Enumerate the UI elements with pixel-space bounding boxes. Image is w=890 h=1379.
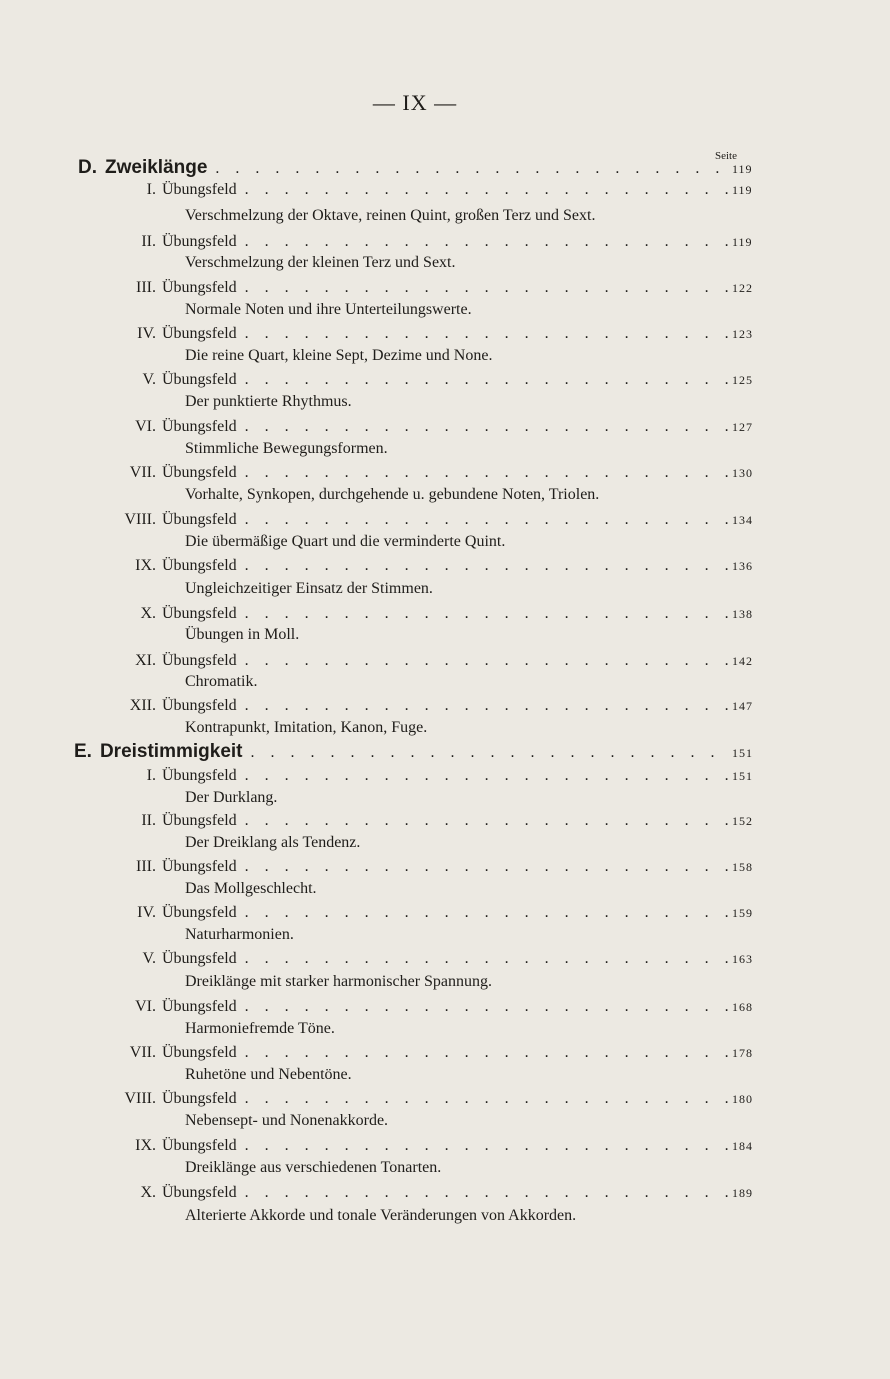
page-ref: 127: [732, 420, 753, 434]
leader-dots: [237, 557, 728, 575]
toc-entry: [100, 279, 762, 297]
entry-description: Kontrapunkt, Imitation, Kanon, Fuge.: [185, 719, 428, 736]
entry-number: VII.: [129, 464, 156, 481]
entry-number: VIII.: [124, 511, 156, 528]
entry-description: Der Dreiklang als Tendenz.: [185, 834, 361, 851]
entry-number: IV.: [137, 325, 156, 342]
leader-dots: [237, 605, 728, 623]
entry-label: Übungsfeld: [162, 1090, 237, 1107]
toc-entry: [100, 233, 762, 251]
page-ref: 136: [732, 559, 753, 573]
entry-description: Die übermäßige Quart und die verminderte Quint.: [185, 533, 506, 550]
entry-number: VI.: [135, 418, 156, 435]
page-ref: 125: [732, 373, 753, 387]
section-letter: D.: [78, 157, 97, 178]
page-ref: 163: [732, 952, 753, 966]
entry-label: Übungsfeld: [162, 812, 237, 829]
entry-number: III.: [136, 858, 156, 875]
page-ref: 122: [732, 281, 753, 295]
toc-entry: [100, 371, 762, 389]
entry-description: Verschmelzung der Oktave, reinen Quint, großen Terz und Sext.: [185, 207, 596, 224]
leader-dots: [237, 1184, 728, 1202]
toc-entry: [100, 1137, 762, 1155]
entry-number: V.: [142, 950, 156, 967]
page-ref: 184: [732, 1139, 753, 1153]
entry-label: Übungsfeld: [162, 697, 237, 714]
page-ref: 158: [732, 860, 753, 874]
page-number: — IX —: [372, 90, 458, 115]
entry-description: Naturharmonien.: [185, 926, 294, 943]
leader-dots: [237, 325, 728, 343]
page-ref: 134: [732, 513, 753, 527]
entry-label: Übungsfeld: [162, 279, 237, 296]
page-ref: 151: [732, 746, 753, 760]
entry-number: I.: [146, 181, 156, 198]
toc-entry: [100, 904, 762, 922]
leader-dots: [237, 1137, 728, 1155]
leader-dots: [237, 767, 728, 785]
toc-entry: [100, 652, 762, 670]
entry-number: X.: [140, 605, 156, 622]
entry-label: Übungsfeld: [162, 904, 237, 921]
entry-number: VIII.: [124, 1090, 156, 1107]
page-ref: 138: [732, 607, 753, 621]
toc-entry: [100, 511, 762, 529]
page-ref: 123: [732, 327, 753, 341]
entry-description: Ruhetöne und Nebentöne.: [185, 1066, 352, 1083]
entry-description: Vorhalte, Synkopen, durchgehende u. gebundene Noten, Triolen.: [185, 486, 600, 503]
entry-label: Übungsfeld: [162, 418, 237, 435]
toc-entry: [100, 950, 762, 968]
page-ref: 180: [732, 1092, 753, 1106]
page-ref: 159: [732, 906, 753, 920]
section-d-heading: [78, 157, 762, 179]
section-letter: E.: [74, 741, 92, 762]
leader-dots: [237, 1044, 728, 1062]
entry-number: I.: [146, 767, 156, 784]
toc-entry: [100, 1090, 762, 1108]
entry-label: Übungsfeld: [162, 464, 237, 481]
leader-dots: [237, 858, 728, 876]
entry-label: Übungsfeld: [162, 233, 237, 250]
entry-description: Der Durklang.: [185, 789, 278, 806]
leader-dots: [237, 812, 728, 830]
entry-description: Stimmliche Bewegungsformen.: [185, 440, 388, 457]
entry-number: X.: [140, 1184, 156, 1201]
toc-entry: [100, 767, 762, 785]
page-ref: 119: [732, 183, 753, 197]
entry-number: XI.: [135, 652, 156, 669]
page-ref: 151: [732, 769, 753, 783]
entry-description: Nebensept- und Nonenakkorde.: [185, 1112, 389, 1129]
page-ref: 147: [732, 699, 753, 713]
entry-label: Übungsfeld: [162, 998, 237, 1015]
page-ref: 130: [732, 466, 753, 480]
entry-label: Übungsfeld: [162, 181, 237, 198]
page-ref: 168: [732, 1000, 753, 1014]
leader-dots: [237, 279, 728, 297]
entry-label: Übungsfeld: [162, 325, 237, 342]
toc-entry: [100, 998, 762, 1016]
entry-description: Dreiklänge aus verschiedenen Tonarten.: [185, 1159, 442, 1176]
entry-description: Übungen in Moll.: [185, 626, 300, 643]
entry-label: Übungsfeld: [162, 767, 237, 784]
toc-entry: [100, 1044, 762, 1062]
entry-label: Übungsfeld: [162, 511, 237, 528]
entry-number: VI.: [135, 998, 156, 1015]
leader-dots: [237, 1090, 728, 1108]
leader-dots: [237, 950, 728, 968]
entry-number: V.: [142, 371, 156, 388]
entry-label: Übungsfeld: [162, 371, 237, 388]
page-ref: 142: [732, 654, 753, 668]
entry-label: Übungsfeld: [162, 652, 237, 669]
entry-label: Übungsfeld: [162, 858, 237, 875]
entry-label: Übungsfeld: [162, 1137, 237, 1154]
entry-number: II.: [141, 233, 156, 250]
entry-description: Harmoniefremde Töne.: [185, 1020, 335, 1037]
leader-dots: [237, 371, 728, 389]
page-ref: 178: [732, 1046, 753, 1060]
toc-entry: [100, 181, 762, 199]
page-ref: 152: [732, 814, 753, 828]
entry-description: Das Mollgeschlecht.: [185, 880, 317, 897]
page-ref: 119: [732, 162, 753, 176]
leader-dots: [243, 744, 729, 762]
toc-entry: [100, 858, 762, 876]
toc-entry: [100, 325, 762, 343]
entry-description: Verschmelzung der kleinen Terz und Sext.: [185, 254, 456, 271]
entry-number: IX.: [135, 1137, 156, 1154]
leader-dots: [237, 697, 728, 715]
leader-dots: [207, 160, 728, 178]
toc-entry: [100, 1184, 762, 1202]
entry-number: III.: [136, 279, 156, 296]
entry-number: IV.: [137, 904, 156, 921]
entry-label: Übungsfeld: [162, 1044, 237, 1061]
toc-entry: [100, 418, 762, 436]
leader-dots: [237, 511, 728, 529]
leader-dots: [237, 181, 728, 199]
entry-label: Übungsfeld: [162, 950, 237, 967]
entry-label: Übungsfeld: [162, 605, 237, 622]
entry-description: Chromatik.: [185, 673, 258, 690]
entry-description: Normale Noten und ihre Unterteilungswerte.: [185, 301, 472, 318]
page-ref: 189: [732, 1186, 753, 1200]
page-ref: 119: [732, 235, 753, 249]
leader-dots: [237, 418, 728, 436]
toc-entry: [100, 464, 762, 482]
entry-label: Übungsfeld: [162, 1184, 237, 1201]
entry-description: Die reine Quart, kleine Sept, Dezime und None.: [185, 347, 493, 364]
leader-dots: [237, 904, 728, 922]
entry-number: VII.: [129, 1044, 156, 1061]
toc-entry: [100, 557, 762, 575]
section-title: Zweiklänge: [105, 157, 208, 178]
section-title: Dreistimmigkeit: [99, 741, 243, 762]
entry-number: IX.: [135, 557, 156, 574]
toc-entry: [100, 697, 762, 715]
section-e-heading: [74, 741, 762, 763]
leader-dots: [237, 464, 728, 482]
toc-entry: [100, 812, 762, 830]
entry-description: Der punktierte Rhythmus.: [185, 393, 352, 410]
entry-description: Ungleichzeitiger Einsatz der Stimmen.: [185, 580, 433, 597]
leader-dots: [237, 998, 728, 1016]
entry-number: II.: [141, 812, 156, 829]
entry-description: Dreiklänge mit starker harmonischer Spannung.: [185, 973, 493, 990]
leader-dots: [237, 233, 728, 251]
toc-entry: [100, 605, 762, 623]
leader-dots: [237, 652, 728, 670]
entry-description: Alterierte Akkorde und tonale Veränderungen von Akkorden.: [185, 1207, 577, 1224]
entry-number: XII.: [129, 697, 156, 714]
seite-label: Seite: [715, 150, 737, 162]
entry-label: Übungsfeld: [162, 557, 237, 574]
